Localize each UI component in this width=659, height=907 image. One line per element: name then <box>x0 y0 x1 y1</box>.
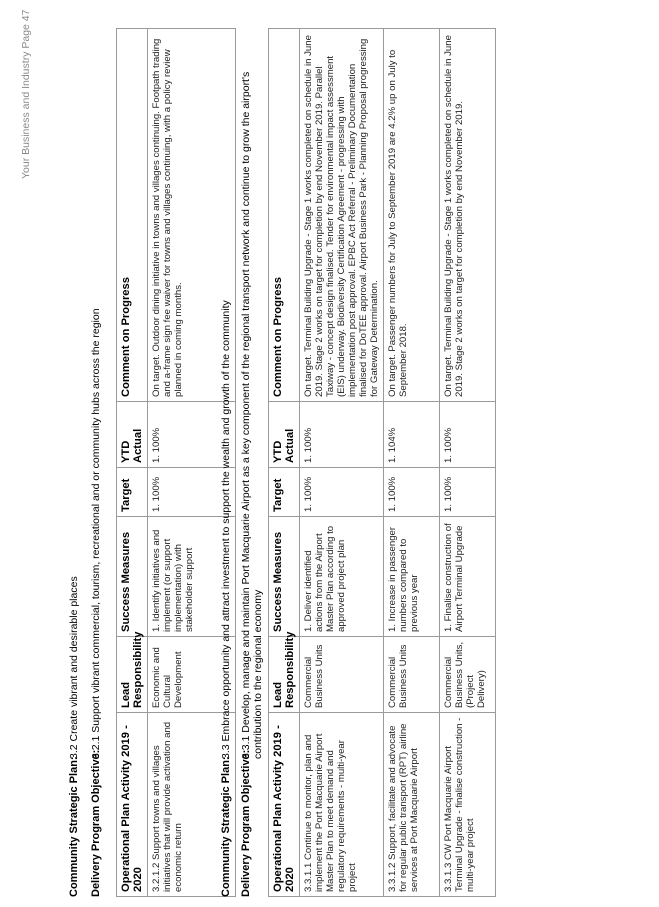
header-comment: Comment on Progress <box>269 29 300 402</box>
cell-measures: 1. Deliver identified actions from the Airport Master Plan according to approved project plan <box>300 517 384 637</box>
dpo-label: Delivery Program Objective: <box>240 749 252 897</box>
cell-activity: 3.3.1.3 CW Port Macquarie Airport Terminal Upgrade - finalise construction - multi-year project <box>440 713 496 897</box>
cell-lead: Commercial Business Units, (Project Delivery) <box>440 637 496 713</box>
csp-value: 3.3 Embrace opportunity and attract investment to support the wealth and growth of the community <box>220 300 232 759</box>
cell-activity: 3.3.1.1 Continue to monitor, plan and implement the Port Macquarie Airport Master Plan to meet demand and regulatory requirements - multi-year project <box>300 713 384 897</box>
cell-activity: 3.2.1.2 Support towns and villages initiatives that will provide activation and economic return <box>148 713 236 897</box>
header-lead: Lead Responsibility <box>117 637 148 713</box>
header-comment: Comment on Progress <box>117 29 148 402</box>
csp-label: Community Strategic Plan: <box>68 756 80 897</box>
cell-ytd: 1. 104% <box>384 402 440 468</box>
cell-lead: Commercial Business Units <box>300 637 384 713</box>
header-measures: Success Measures <box>269 517 300 637</box>
cell-measures: 1. Identify initiatives and implement (or support implementation) with stakeholder support <box>148 517 236 637</box>
cell-target: 1. 100% <box>440 468 496 517</box>
table-header-row <box>269 29 300 897</box>
activity-table <box>116 28 236 897</box>
cell-ytd: 1. 100% <box>440 402 496 468</box>
cell-lead: Commercial Business Units <box>384 637 440 713</box>
cell-measures: 1. Increase in passenger numbers compared to previous year <box>384 517 440 637</box>
header-ytd: YTD Actual <box>269 402 300 468</box>
dpo-value: 3.2.1 Support vibrant commercial, tourism, recreational and or community hubs across the region <box>90 308 102 759</box>
cell-activity: 3.3.1.2 Support, facilitate and advocate for regular public transport (RPT) airline services at Port Macquarie Airport <box>384 713 440 897</box>
csp-value: 3.2 Create vibrant and desirable places <box>68 576 80 759</box>
header-lead: Lead Responsibility <box>269 637 300 713</box>
table-row <box>384 29 440 897</box>
header-activity: Operational Plan Activity 2019 - 2020 <box>117 713 148 897</box>
header-target: Target <box>269 468 300 517</box>
cell-comment: On target. Passenger numbers for July to September 2019 are 4.2% up on July to September 2018. <box>384 29 440 402</box>
dpo-label: Delivery Program Objective: <box>90 749 102 897</box>
dpo-line <box>90 308 102 897</box>
header-measures: Success Measures <box>117 517 148 637</box>
activity-table <box>268 28 496 897</box>
table-row <box>440 29 496 897</box>
dpo-value: 3.3.1 Develop, manage and maintain Port Macquarie Airport as a key component of the regional transport network and continue to grow the airport's contribution to the regional economy <box>240 71 264 759</box>
page-footer: Your Business and Industry Page 47 <box>20 9 32 179</box>
cell-measures: 1. Finalise construction of Airport Terminal Upgrade <box>440 517 496 637</box>
csp-label: Community Strategic Plan: <box>220 756 232 897</box>
cell-lead: Economic and Cultural Development <box>148 637 236 713</box>
cell-comment: On target. Outdoor dining initiative in towns and villages continuing. Footpath trading and a-frame sign fee waiver for towns and villages continuing, with a policy review planned in coming months. <box>148 29 236 402</box>
cell-comment: On target. Terminal Building Upgrade - Stage 1 works completed on schedule in June 2019. Stage 2 works on target for completion by end November 2019. <box>440 29 496 402</box>
csp-line <box>220 300 232 897</box>
cell-comment: On target. Terminal Building Upgrade - Stage 1 works completed on schedule in June 2019. Stage 2 works on target for completion by end November 2019. Parallel Taxiway - concept design finalised. Tender for environmental impact assessment (EIS) underway. Biodiversity Certification Agreement - progressing with implementation post approval. EPBC Act Referral - Preliminary Documentation finalised for DoTEE approval. Airport Business Park - Planning Proposal progressing for Gateway Determination. <box>300 29 384 402</box>
cell-ytd: 1. 100% <box>300 402 384 468</box>
table-header-row <box>117 29 148 897</box>
cell-ytd: 1. 100% <box>148 402 236 468</box>
cell-target: 1. 100% <box>300 468 384 517</box>
header-ytd: YTD Actual <box>117 402 148 468</box>
header-target: Target <box>117 468 148 517</box>
csp-line <box>68 576 80 897</box>
header-activity: Operational Plan Activity 2019 - 2020 <box>269 713 300 897</box>
table-row <box>300 29 384 897</box>
cell-target: 1. 100% <box>148 468 236 517</box>
dpo-line <box>240 49 264 897</box>
cell-target: 1. 100% <box>384 468 440 517</box>
